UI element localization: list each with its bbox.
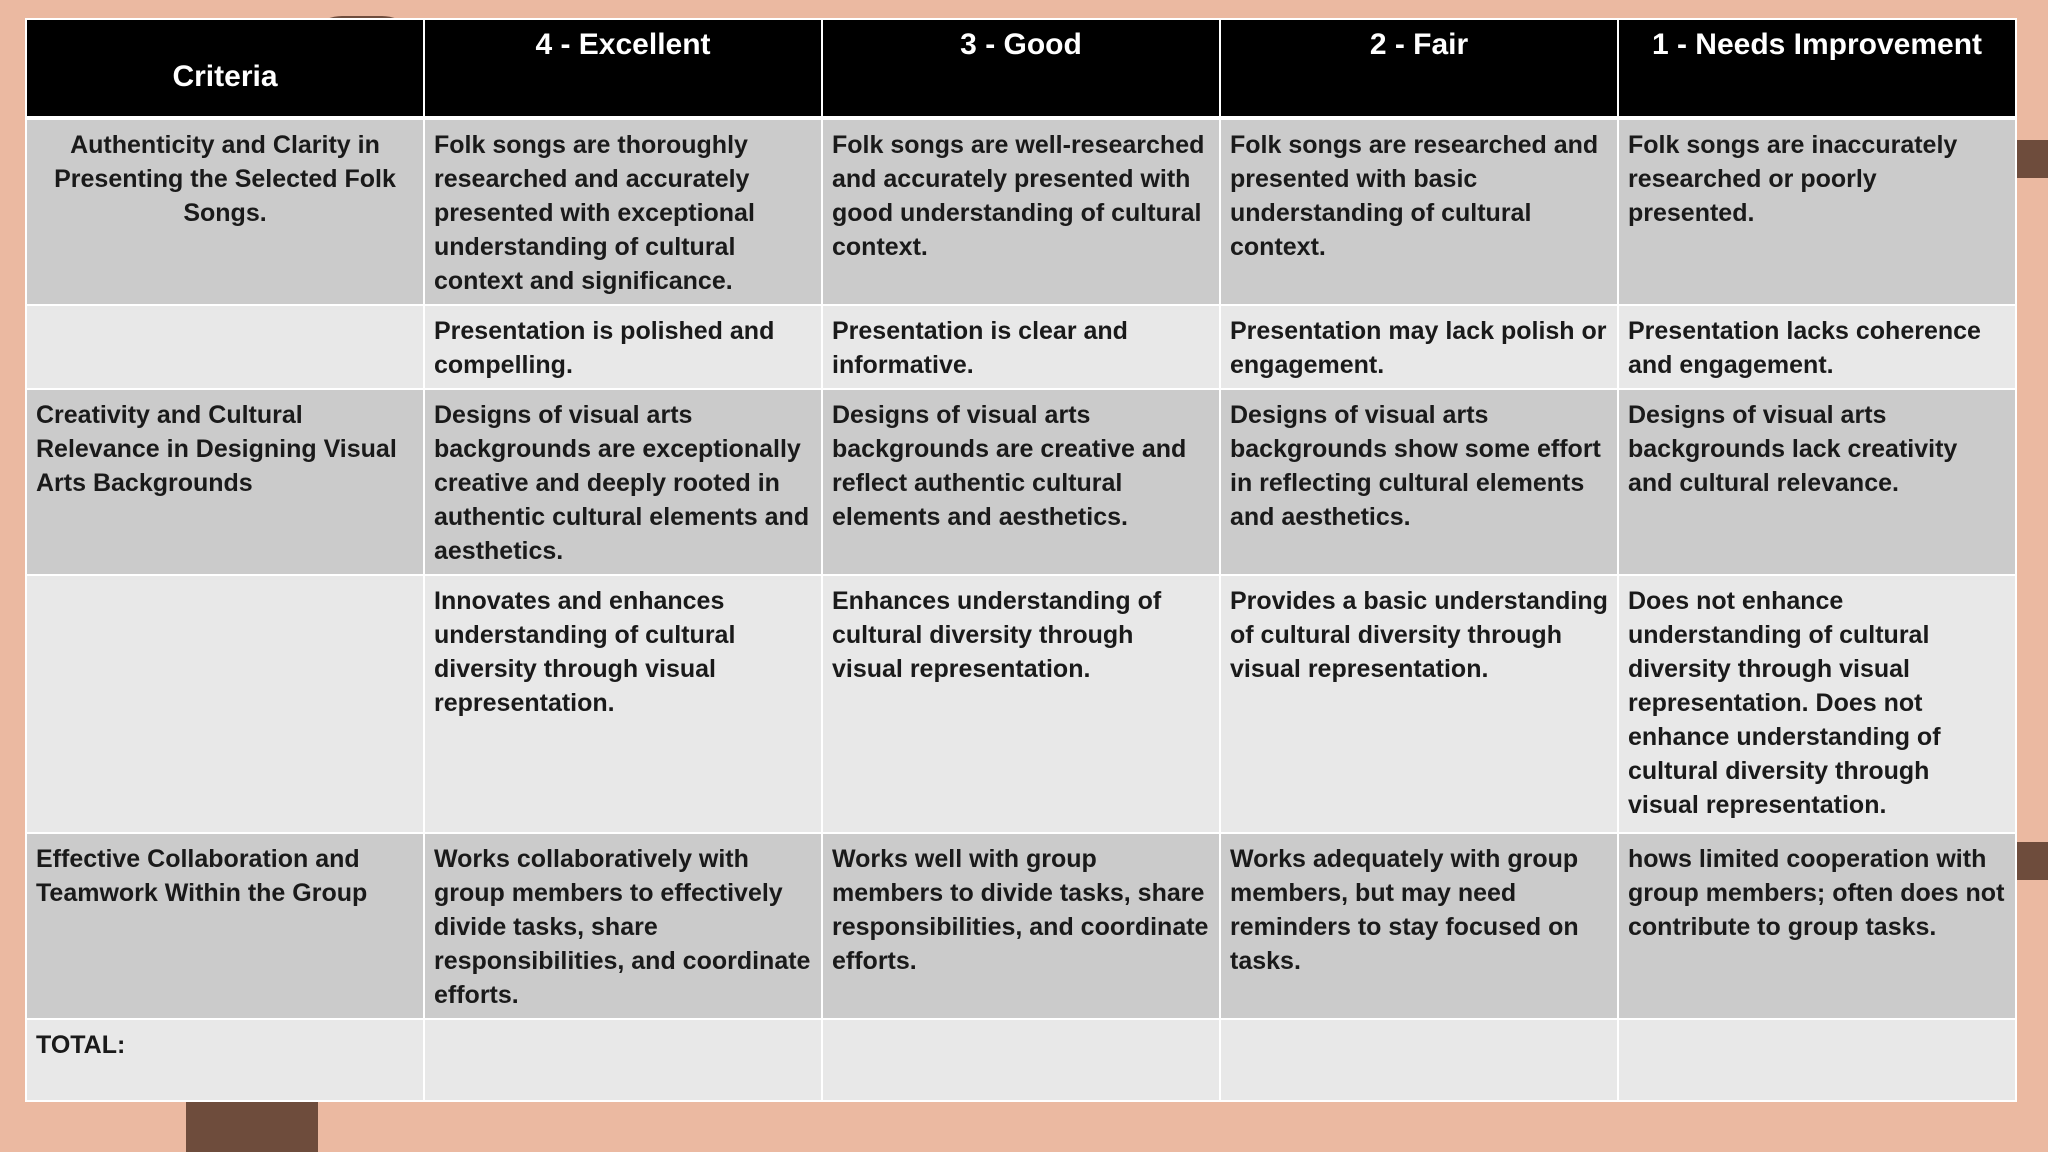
fair-cell: Works adequately with group members, but may need reminders to stay focused on tasks. — [1220, 833, 1618, 1019]
good-cell: Designs of visual arts backgrounds are creative and reflect authentic cultural elements and aesthetics. — [822, 389, 1220, 575]
needs-improvement-cell: Folk songs are inaccurately researched or poorly presented. — [1618, 118, 2016, 305]
decorative-tab-bottom — [2016, 842, 2048, 880]
criteria-cell: Effective Collaboration and Teamwork Within the Group — [26, 833, 424, 1019]
excellent-cell: Folk songs are thoroughly researched and accurately presented with exceptional understanding of cultural context and significance. — [424, 118, 822, 305]
total-row — [26, 1019, 2016, 1101]
criteria-cell: Authenticity and Clarity in Presenting the Selected Folk Songs. — [26, 118, 424, 305]
needs-improvement-cell: Does not enhance understanding of cultural diversity through visual representation. Does not enhance understanding of cultural diversity through visual representation. — [1618, 575, 2016, 833]
needs-improvement-cell: hows limited cooperation with group members; often does not contribute to group tasks. — [1618, 833, 2016, 1019]
fair-cell: Designs of visual arts backgrounds show some effort in reflecting cultural elements and aesthetics. — [1220, 389, 1618, 575]
header-excellent: 4 - Excellent — [424, 19, 822, 118]
criteria-cell — [26, 575, 424, 833]
total-excellent-cell — [424, 1019, 822, 1101]
good-cell: Enhances understanding of cultural diversity through visual representation. — [822, 575, 1220, 833]
total-needs-improvement-cell — [1618, 1019, 2016, 1101]
table-row — [26, 575, 2016, 833]
good-cell: Works well with group members to divide tasks, share responsibilities, and coordinate efforts. — [822, 833, 1220, 1019]
total-good-cell — [822, 1019, 1220, 1101]
good-cell: Presentation is clear and informative. — [822, 305, 1220, 389]
criteria-cell: Creativity and Cultural Relevance in Designing Visual Arts Backgrounds — [26, 389, 424, 575]
fair-cell: Folk songs are researched and presented with basic understanding of cultural context. — [1220, 118, 1618, 305]
excellent-cell: Works collaboratively with group members to effectively divide tasks, share responsibilities, and coordinate efforts. — [424, 833, 822, 1019]
header-needs-improvement: 1 - Needs Improvement — [1618, 19, 2016, 118]
table-row — [26, 118, 2016, 305]
header-row — [26, 19, 2016, 118]
header-criteria: Criteria — [26, 19, 424, 118]
excellent-cell: Innovates and enhances understanding of cultural diversity through visual representation. — [424, 575, 822, 833]
header-fair: 2 - Fair — [1220, 19, 1618, 118]
good-cell: Folk songs are well-researched and accurately presented with good understanding of cultural context. — [822, 118, 1220, 305]
criteria-cell — [26, 305, 424, 389]
needs-improvement-cell: Designs of visual arts backgrounds lack creativity and cultural relevance. — [1618, 389, 2016, 575]
table-row — [26, 305, 2016, 389]
excellent-cell: Presentation is polished and compelling. — [424, 305, 822, 389]
fair-cell: Provides a basic understanding of cultural diversity through visual representation. — [1220, 575, 1618, 833]
table-row — [26, 833, 2016, 1019]
excellent-cell: Designs of visual arts backgrounds are exceptionally creative and deeply rooted in authentic cultural elements and aesthetics. — [424, 389, 822, 575]
total-label: TOTAL: — [26, 1019, 424, 1101]
decorative-tab-top — [2016, 140, 2048, 178]
fair-cell: Presentation may lack polish or engagement. — [1220, 305, 1618, 389]
table-row — [26, 389, 2016, 575]
rubric-table — [25, 18, 2017, 1102]
header-good: 3 - Good — [822, 19, 1220, 118]
needs-improvement-cell: Presentation lacks coherence and engagement. — [1618, 305, 2016, 389]
total-fair-cell — [1220, 1019, 1618, 1101]
